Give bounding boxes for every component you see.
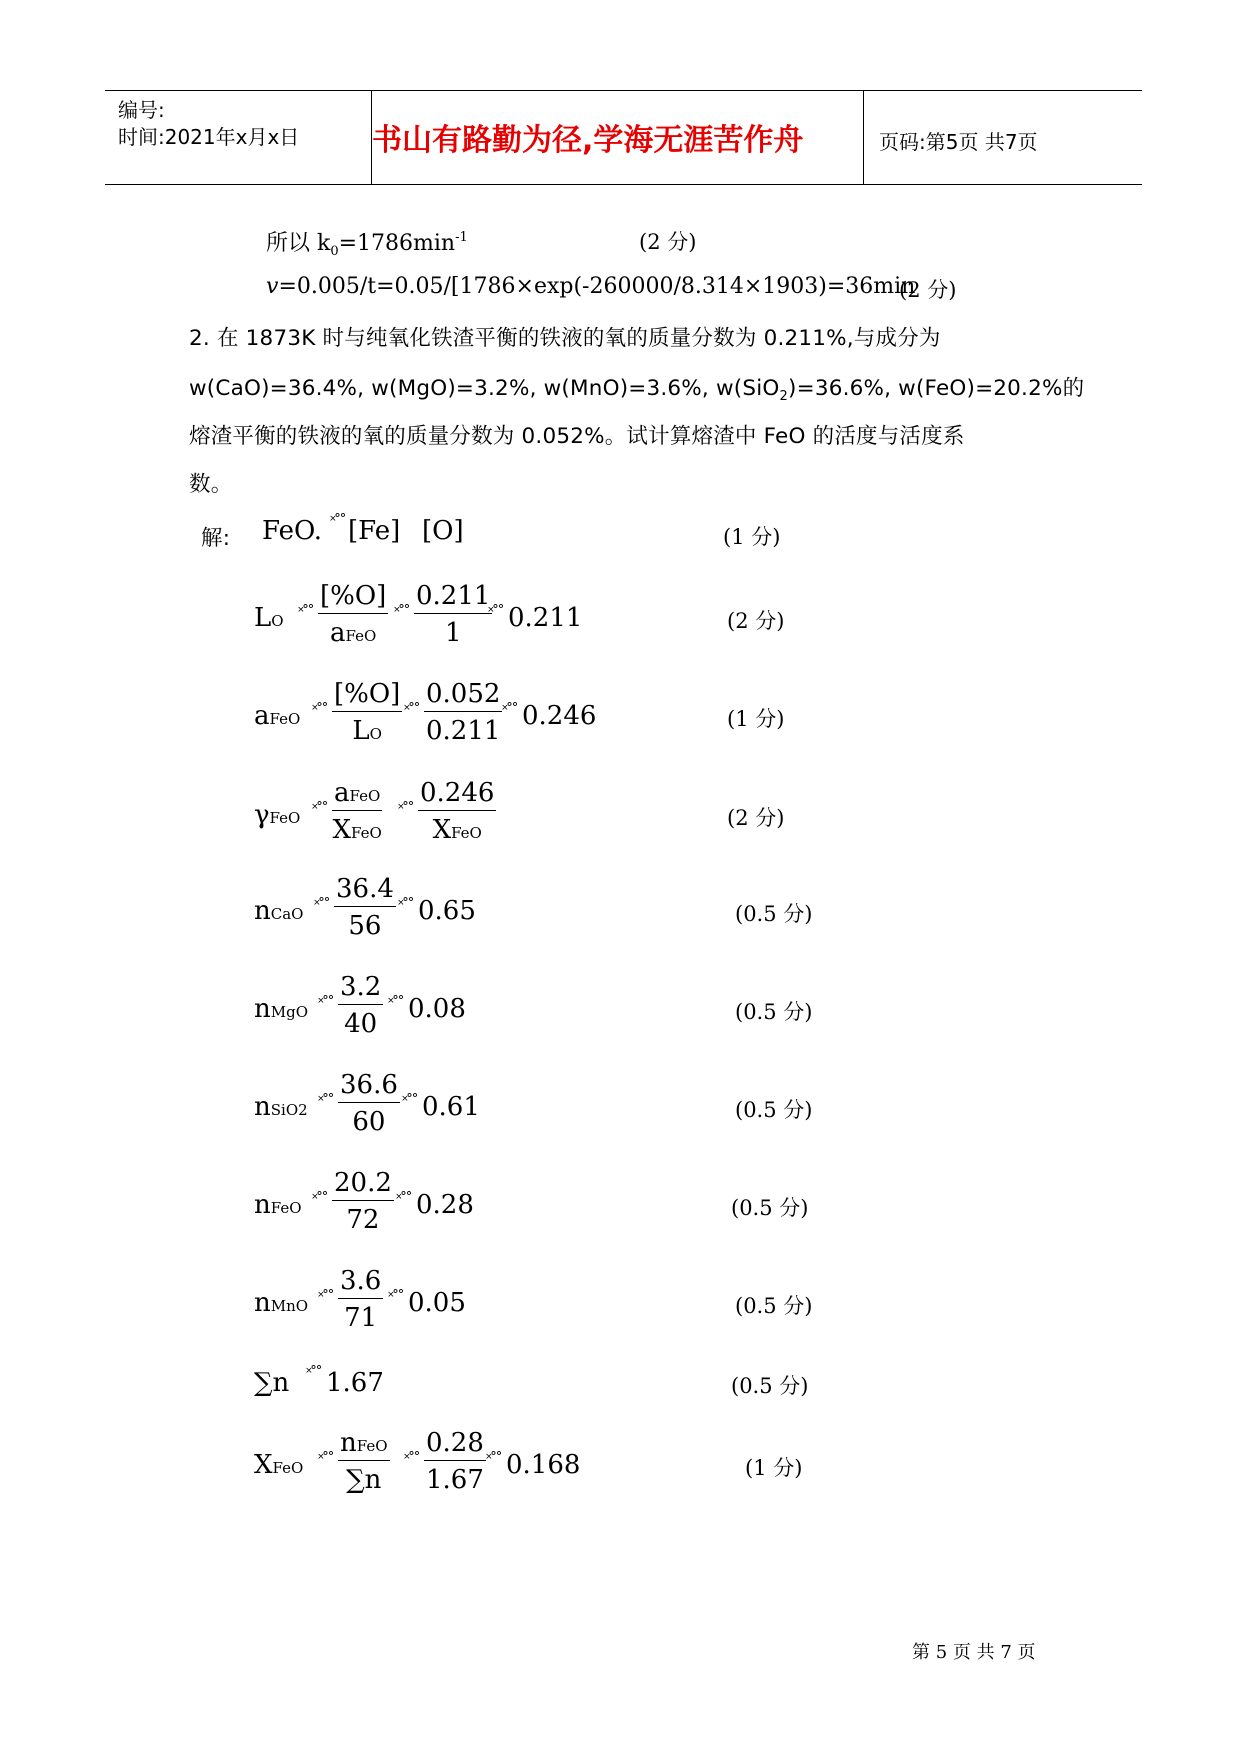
eq-operator: ˟˚˚ — [318, 1450, 333, 1468]
equation-n-mgo — [254, 972, 654, 1072]
eq-result: 0.61 — [422, 1092, 480, 1122]
eq-score: (2 分) — [727, 806, 785, 830]
eq-score: (1 分) — [745, 1456, 803, 1480]
prev-k-mid: =1786min — [338, 231, 456, 256]
eq-score: (2 分) — [727, 609, 785, 633]
eq-fraction: 0.246 XFeO — [420, 778, 495, 845]
prev-k-prefix: 所以 k — [266, 231, 331, 256]
reaction-fe: [Fe] — [348, 516, 401, 546]
eq-fraction: $\frac{20.2}{72}$ — [334, 1168, 392, 1235]
eq-result: 0.28 — [416, 1190, 474, 1220]
equation-lo — [254, 581, 774, 681]
eq-operator: ˟˚˚ — [306, 1364, 321, 1382]
eq-score: (0.5 分) — [735, 1000, 813, 1024]
eq-score: (0.5 分) — [735, 1294, 813, 1318]
problem-line-2-b: )=36.6%, w(FeO)=20.2%的 — [788, 376, 1085, 401]
eq-operator: ˟˚˚ — [318, 1092, 333, 1110]
equation-n-mno — [254, 1266, 654, 1366]
reaction-o: [O] — [422, 516, 464, 546]
eq-lhs: XFeO — [254, 1450, 304, 1480]
eq-fraction: $\frac{0.28}{1.67}$ — [426, 1428, 484, 1495]
eq-operator: ˟˚˚ — [314, 896, 329, 914]
eq-score: (0.5 分) — [735, 902, 813, 926]
header-divider-right — [863, 90, 864, 184]
eq-score: (0.5 分) — [731, 1374, 809, 1398]
prev-line-v — [266, 274, 915, 299]
eq-result: 0.246 — [522, 701, 597, 731]
eq-operator: ˟˚˚ — [298, 603, 313, 621]
eq-lhs: nSiO2 — [254, 1092, 308, 1122]
eq-lhs: nMgO — [254, 994, 309, 1024]
eq-fraction: $\frac{3.6}{71}$ — [340, 1266, 382, 1333]
equation-gamma-feo — [254, 778, 774, 878]
prev-line-k0-score: (2 分) — [639, 230, 697, 254]
header-bottom-rule — [105, 184, 1142, 185]
eq-operator: ˟˚˚ — [402, 1092, 417, 1110]
eq-score: (0.5 分) — [735, 1098, 813, 1122]
problem-line-2-a: w(CaO)=36.4%, w(MgO)=3.2%, w(MnO)=3.6%, w(SiO — [189, 376, 780, 401]
eq-operator: ˟˚˚ — [502, 701, 517, 719]
equation-n-feo — [254, 1168, 654, 1268]
eq-operator: ˟˚˚ — [398, 800, 413, 818]
eq-operator: ˟˚˚ — [404, 1450, 419, 1468]
eq-operator: ˟˚˚ — [398, 896, 413, 914]
problem-line-4: 数。 — [189, 472, 233, 497]
header-top-rule — [105, 90, 1142, 91]
eq-result: 0.05 — [408, 1288, 466, 1318]
eq-fraction: [%O] aFeO — [320, 581, 387, 648]
eq-lhs: LO — [254, 603, 284, 633]
problem-line-2-sub: 2 — [779, 389, 789, 404]
eq-lhs: γFeO — [254, 800, 301, 830]
header-time-label: 时间:2021年x月x日 — [118, 125, 300, 149]
eq-fraction: $\frac{0.211}{1}$ — [416, 581, 491, 648]
eq-operator: ˟˚˚ — [486, 1450, 501, 1468]
equation-x-feo — [254, 1428, 774, 1528]
eq-score: (0.5 分) — [731, 1196, 809, 1220]
reaction-score: (1 分) — [723, 525, 781, 549]
solution-label: 解: — [201, 526, 231, 551]
problem-line-2 — [189, 371, 1084, 404]
eq-result: 0.168 — [506, 1450, 581, 1480]
eq-operator: ˟˚˚ — [318, 994, 333, 1012]
eq-lhs: nCaO — [254, 896, 304, 926]
eq-operator: ˟˚˚ — [396, 1190, 411, 1208]
header-number-label: 编号: — [118, 98, 165, 122]
equation-n-cao — [254, 874, 654, 974]
equation-afeo — [254, 679, 774, 779]
eq-fraction: $\frac{36.4}{56}$ — [336, 874, 394, 941]
page-footer: 第 5 页 共 7 页 — [912, 1642, 1036, 1663]
eq-operator: ˟˚˚ — [312, 800, 327, 818]
prev-v-rest: =0.005/t=0.05/[1786×exp(-260000/8.314×1903)=36min — [278, 274, 916, 299]
eq-fraction: aFeO XFeO — [332, 778, 382, 845]
eq-lhs: ∑n — [254, 1368, 290, 1398]
eq-operator: ˟˚˚ — [488, 603, 503, 621]
eq-fraction: $\frac{0.052}{0.211}$ — [426, 679, 501, 746]
eq-lhs: nFeO — [254, 1190, 302, 1220]
eq-operator: ˟˚˚ — [404, 701, 419, 719]
eq-fraction: $\frac{[\%O]}{LO}$ — [334, 679, 401, 746]
eq-result: 0.65 — [418, 896, 476, 926]
eq-fraction: $\frac{36.6}{60}$ — [340, 1070, 398, 1137]
eq-fraction: nFeO ∑n — [340, 1428, 388, 1495]
equation-n-sio2 — [254, 1070, 654, 1170]
reaction-feo: FeO. — [262, 516, 323, 546]
eq-operator: ˟˚˚ — [388, 994, 403, 1012]
eq-operator: ˟˚˚ — [394, 603, 409, 621]
prev-k-sub: 0 — [330, 244, 339, 259]
header-page-label: 页码:第5页 共7页 — [879, 130, 1038, 154]
problem-line-1: 2. 在 1873K 时与纯氧化铁渣平衡的铁液的氧的质量分数为 0.211%,与成分为 — [189, 326, 941, 351]
prev-line-k0 — [266, 226, 468, 259]
prev-line-v-score: (2 分) — [899, 278, 957, 302]
eq-score: (1 分) — [727, 707, 785, 731]
prev-k-sup: -1 — [455, 230, 468, 245]
equation-sum-n — [254, 1362, 654, 1412]
prev-v-symbol: v — [266, 274, 279, 299]
eq-operator: ˟˚˚ — [312, 701, 327, 719]
eq-result: 1.67 — [326, 1368, 384, 1398]
eq-result: 0.211 — [508, 603, 583, 633]
eq-operator: ˟˚˚ — [388, 1288, 403, 1306]
eq-fraction: $\frac{3.2}{40}$ — [340, 972, 382, 1039]
eq-operator: ˟˚˚ — [312, 1190, 327, 1208]
reaction-operator: ˟˚˚ — [330, 512, 345, 530]
eq-lhs: nMnO — [254, 1288, 309, 1318]
eq-result: 0.08 — [408, 994, 466, 1024]
reaction-line — [262, 512, 562, 556]
problem-line-3: 熔渣平衡的铁液的氧的质量分数为 0.052%。试计算熔渣中 FeO 的活度与活度系 — [189, 424, 965, 449]
header-slogan: 书山有路勤为径,学海无涯苦作舟 — [372, 123, 804, 158]
eq-lhs: aFeO — [254, 701, 301, 731]
eq-operator: ˟˚˚ — [318, 1288, 333, 1306]
